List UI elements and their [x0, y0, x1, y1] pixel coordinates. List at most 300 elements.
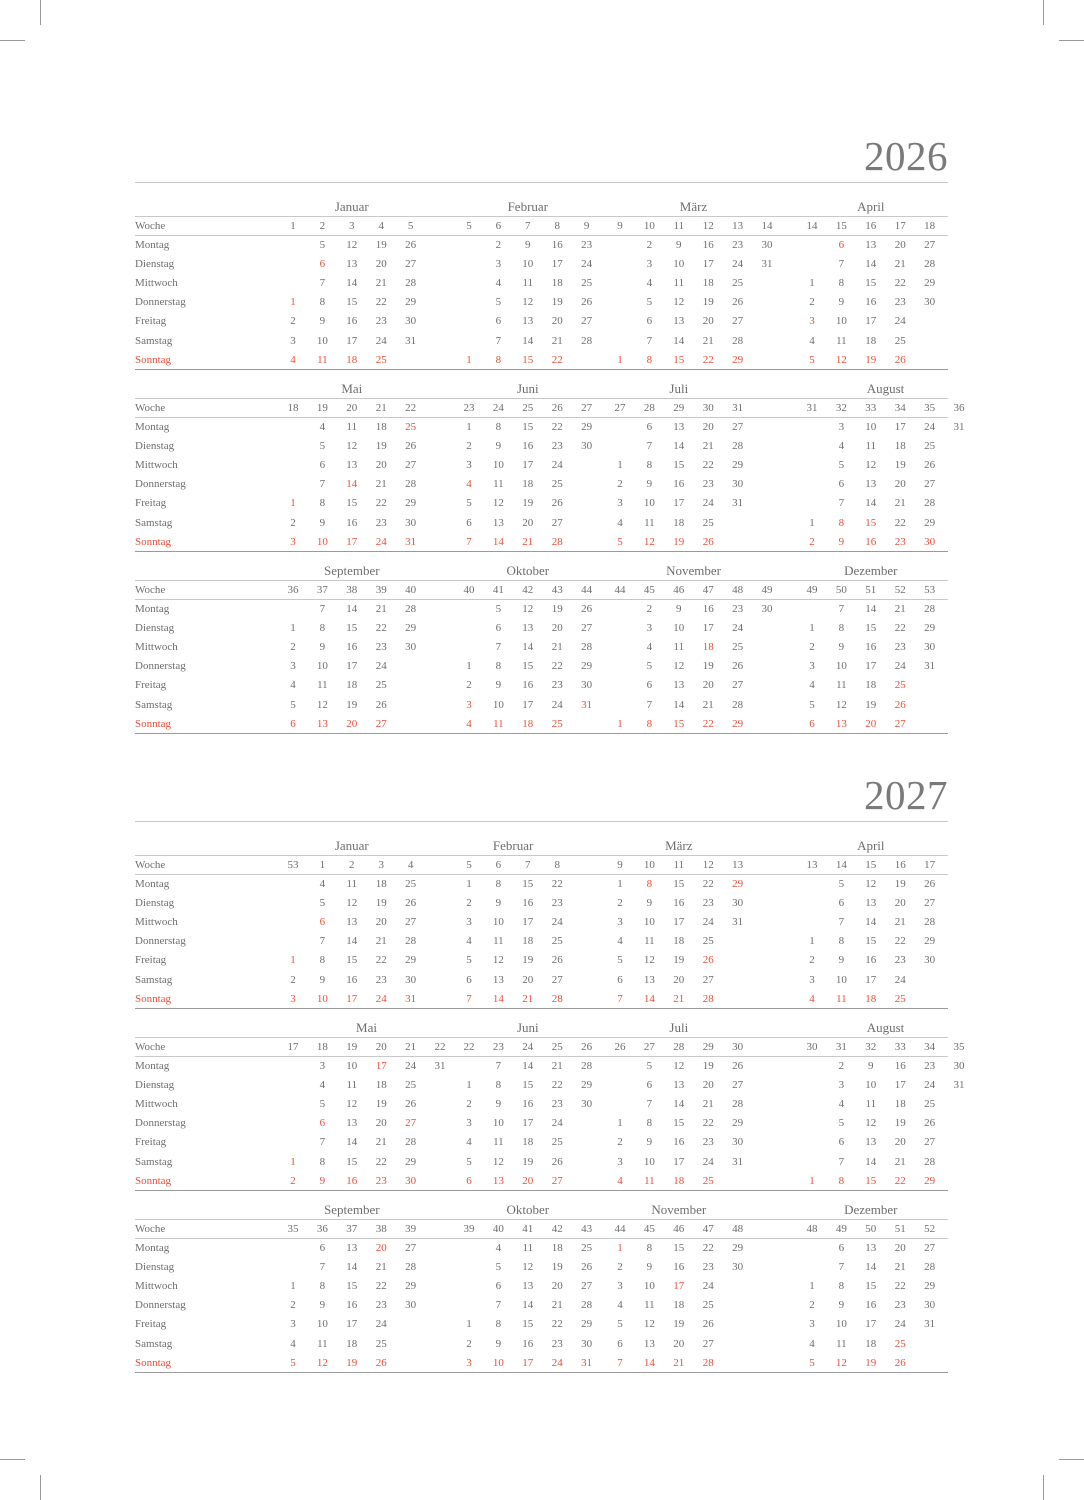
month-name: Januar [334, 199, 369, 214]
day-number: 2 [466, 440, 472, 453]
day-number-holiday: 12 [835, 353, 847, 366]
quarter-bottom-rule [135, 1190, 948, 1191]
day-number: 15 [522, 421, 534, 433]
day-number: 20 [702, 679, 714, 692]
day-number: 17 [346, 334, 358, 347]
day-number: 3 [617, 1155, 623, 1168]
week-number: 53 [924, 584, 936, 596]
day-number: 18 [894, 1098, 906, 1111]
day-number: 5 [466, 497, 472, 510]
week-number: 24 [492, 402, 504, 414]
week-number: 42 [522, 584, 534, 596]
day-number: 7 [646, 440, 653, 453]
day-number: 17 [346, 660, 358, 673]
day-number: 11 [836, 334, 847, 347]
day-number: 16 [522, 1337, 534, 1350]
day-number-holiday: 8 [646, 353, 653, 366]
day-number: 3 [495, 258, 502, 271]
day-number: 24 [702, 1155, 714, 1168]
week-number: 5 [407, 220, 414, 232]
day-number: 29 [732, 1117, 744, 1130]
day-number: 4 [466, 935, 472, 948]
day-number: 17 [702, 622, 714, 635]
day-number: 25 [702, 516, 714, 529]
day-number: 23 [702, 1261, 714, 1274]
week-number: 50 [835, 584, 847, 596]
day-number: 21 [894, 603, 906, 615]
row-label-mittwoch: Mittwoch [135, 1098, 178, 1111]
day-number: 4 [319, 1079, 326, 1092]
day-number: 16 [673, 897, 685, 910]
day-number: 7 [838, 1261, 845, 1274]
day-number: 16 [673, 1136, 685, 1149]
day-number: 25 [924, 1098, 936, 1111]
week-number: 41 [522, 1223, 534, 1235]
day-number: 17 [702, 258, 714, 271]
day-number-holiday: 1 [466, 353, 472, 366]
crop-mark-top-right-v [1043, 0, 1044, 25]
week-number: 36 [287, 584, 299, 596]
crop-mark-top-right-h [1059, 40, 1084, 41]
day-number: 9 [319, 315, 326, 328]
day-number-holiday: 19 [346, 1356, 358, 1369]
day-number: 22 [551, 660, 563, 673]
day-number: 21 [894, 1261, 906, 1274]
day-number-holiday: 5 [809, 1356, 815, 1369]
day-number: 1 [617, 459, 623, 472]
month-name: Dezember [844, 1202, 898, 1217]
day-number-holiday: 26 [702, 954, 714, 967]
day-number: 22 [702, 1117, 714, 1130]
day-number-holiday: 11 [644, 1174, 655, 1187]
day-number: 30 [924, 954, 936, 967]
day-number-holiday: 10 [316, 992, 328, 1005]
week-number: 39 [375, 584, 387, 596]
day-number-holiday: 26 [375, 1356, 387, 1369]
day-number: 28 [405, 1136, 417, 1149]
day-number-holiday: 1 [290, 1155, 296, 1168]
week-number: 17 [894, 220, 906, 232]
month-name: August [866, 381, 905, 396]
day-number: 7 [838, 497, 845, 510]
day-number-holiday: 15 [865, 516, 877, 529]
day-number: 30 [405, 1299, 417, 1312]
week-number: 46 [673, 584, 685, 596]
day-number-holiday: 5 [809, 353, 815, 366]
week-number: 31 [806, 402, 818, 414]
week-number: 23 [463, 402, 475, 414]
day-number: 20 [551, 315, 563, 328]
day-number: 9 [868, 1060, 874, 1072]
day-number: 17 [865, 660, 877, 673]
day-number: 4 [495, 1242, 502, 1254]
day-number-holiday: 19 [865, 1356, 877, 1369]
day-number-holiday: 1 [290, 954, 296, 967]
day-number: 11 [522, 1242, 534, 1254]
day-number: 10 [492, 459, 504, 472]
day-number: 26 [581, 296, 593, 309]
day-number: 31 [732, 1155, 744, 1168]
day-number-holiday: 15 [865, 1174, 877, 1187]
day-number: 22 [702, 1242, 714, 1254]
day-number: 3 [809, 973, 815, 986]
day-number: 9 [838, 296, 845, 309]
day-number-holiday: 1 [290, 497, 296, 510]
day-number-holiday: 7 [466, 535, 472, 548]
day-number: 2 [290, 641, 296, 654]
day-number: 23 [894, 1299, 906, 1312]
day-number: 3 [466, 459, 472, 472]
day-number: 29 [924, 935, 936, 948]
day-number-holiday: 31 [405, 992, 417, 1005]
day-number: 14 [673, 1098, 685, 1111]
day-number: 5 [646, 660, 653, 673]
week-number: 31 [732, 402, 744, 414]
day-number-holiday: 12 [316, 1356, 328, 1369]
day-number: 11 [673, 641, 685, 654]
day-number: 21 [894, 1155, 906, 1168]
quarter-bottom-rule [135, 551, 948, 552]
day-number: 20 [702, 1079, 714, 1092]
day-number: 18 [522, 478, 534, 491]
day-number-holiday: 6 [838, 239, 845, 251]
day-number: 2 [646, 239, 653, 251]
day-number: 15 [346, 622, 358, 635]
day-number-holiday: 1 [617, 717, 623, 730]
day-number: 9 [319, 516, 326, 529]
day-number-holiday: 7 [617, 992, 623, 1005]
day-number-holiday: 31 [405, 535, 417, 548]
day-number: 19 [346, 698, 358, 711]
day-number: 13 [492, 973, 504, 986]
day-number: 24 [894, 660, 906, 673]
day-number: 21 [702, 440, 714, 453]
day-number-holiday: 18 [346, 353, 358, 366]
day-number: 7 [495, 641, 502, 654]
day-number: 16 [522, 897, 534, 910]
day-number: 25 [375, 1337, 387, 1350]
day-number: 5 [495, 1261, 502, 1274]
day-number: 13 [865, 897, 877, 910]
day-number: 7 [838, 258, 845, 271]
day-number: 29 [732, 459, 744, 472]
day-number: 1 [290, 1280, 296, 1293]
day-number-holiday: 4 [617, 1174, 623, 1187]
day-number: 15 [346, 497, 358, 510]
day-number: 15 [865, 622, 877, 635]
day-number: 20 [375, 258, 387, 271]
day-number: 22 [375, 296, 387, 309]
week-number: 2 [319, 220, 326, 232]
quarter-3 [135, 1203, 948, 1387]
month-name: Dezember [844, 563, 898, 578]
day-number: 17 [894, 421, 906, 433]
day-number: 24 [551, 698, 563, 711]
day-number-holiday: 6 [290, 717, 296, 730]
day-number: 14 [346, 935, 358, 948]
day-number: 28 [924, 258, 936, 271]
week-row-rule [135, 235, 948, 236]
week-number: 4 [407, 859, 414, 871]
day-number: 22 [551, 1079, 563, 1092]
day-number: 19 [551, 296, 563, 309]
day-number: 28 [581, 334, 593, 347]
row-label-freitag: Freitag [135, 1318, 167, 1331]
day-number: 5 [646, 296, 653, 309]
crop-mark-top-left-v [40, 0, 41, 25]
day-number: 14 [673, 440, 685, 453]
day-number: 1 [290, 622, 296, 635]
row-label-dienstag: Dienstag [135, 258, 175, 271]
day-number-holiday: 6 [466, 1174, 472, 1187]
day-number: 27 [702, 973, 714, 986]
day-number-holiday: 25 [702, 1174, 714, 1187]
day-number-holiday: 29 [732, 717, 744, 730]
day-number: 28 [924, 916, 936, 929]
day-number: 26 [581, 1261, 593, 1274]
day-number: 16 [673, 1261, 685, 1274]
day-number: 5 [319, 239, 326, 251]
month-name: Juni [516, 1020, 539, 1035]
day-number: 4 [466, 1136, 472, 1149]
day-number: 20 [673, 1337, 685, 1350]
day-number: 18 [865, 679, 877, 692]
day-number: 2 [838, 1060, 845, 1072]
day-number: 29 [581, 421, 593, 433]
day-number-holiday: 15 [522, 353, 534, 366]
day-number: 8 [319, 1155, 326, 1168]
day-number: 16 [522, 679, 534, 692]
day-number-holiday: 26 [894, 353, 906, 366]
crop-mark-top-left-h [0, 40, 25, 41]
day-number: 13 [673, 315, 685, 328]
day-number: 25 [702, 1299, 714, 1312]
day-number-holiday: 15 [673, 717, 685, 730]
row-label-mittwoch: Mittwoch [135, 459, 178, 472]
day-number-holiday: 14 [643, 992, 655, 1005]
row-label-sonntag: Sonntag [135, 353, 172, 366]
day-number: 12 [522, 296, 534, 309]
week-number: 45 [643, 584, 655, 596]
week-number: 46 [673, 1223, 685, 1235]
month-name: Juli [669, 381, 689, 396]
day-number: 26 [924, 1117, 936, 1130]
day-number-holiday: 4 [290, 353, 296, 366]
day-number-holiday: 25 [405, 421, 417, 433]
quarter-3 [135, 564, 948, 748]
day-number: 10 [316, 1318, 328, 1331]
crop-mark-bottom-right-h [1059, 1459, 1084, 1460]
day-number: 21 [702, 698, 714, 711]
day-number: 26 [924, 878, 936, 890]
day-number: 8 [319, 296, 326, 309]
day-number: 13 [673, 679, 685, 692]
day-number: 20 [894, 1136, 906, 1149]
day-number: 23 [702, 1136, 714, 1149]
day-number: 10 [522, 258, 534, 271]
day-number: 26 [732, 1060, 744, 1072]
day-number: 4 [838, 1098, 845, 1111]
week-number: 38 [346, 584, 358, 596]
day-number: 8 [646, 459, 653, 472]
day-number: 6 [617, 1337, 623, 1350]
day-number-holiday: 28 [551, 535, 563, 548]
day-number: 8 [495, 878, 502, 890]
row-label-sonntag: Sonntag [135, 535, 172, 548]
day-number: 17 [673, 1155, 685, 1168]
day-number: 2 [617, 1136, 623, 1149]
day-number: 28 [581, 641, 593, 654]
row-label-donnerstag: Donnerstag [135, 478, 186, 491]
day-number: 26 [405, 1098, 417, 1111]
day-number: 1 [617, 878, 623, 890]
day-number-holiday: 14 [643, 1356, 655, 1369]
day-number: 2 [809, 641, 815, 654]
week-number: 23 [492, 1041, 504, 1053]
day-number: 4 [617, 516, 623, 529]
day-number-holiday: 24 [375, 992, 387, 1005]
row-label-donnerstag: Donnerstag [135, 660, 186, 673]
row-label-dienstag: Dienstag [135, 897, 175, 910]
day-number: 27 [732, 421, 744, 433]
day-number: 2 [290, 516, 296, 529]
day-number: 21 [551, 334, 563, 347]
day-number-holiday: 27 [894, 717, 906, 730]
row-label-samstag: Samstag [135, 1337, 173, 1350]
day-number: 20 [375, 459, 387, 472]
day-number: 4 [319, 421, 326, 433]
week-number: 30 [732, 1041, 744, 1053]
week-number: 35 [287, 1223, 299, 1235]
day-number: 16 [673, 478, 685, 491]
day-number: 20 [375, 916, 387, 929]
day-number: 22 [894, 277, 906, 290]
day-number: 31 [405, 334, 417, 347]
day-number: 5 [319, 440, 326, 453]
day-number: 28 [405, 277, 417, 290]
month-name: März [679, 199, 708, 214]
week-number: 1 [319, 859, 326, 871]
month-name: September [324, 563, 380, 578]
day-number: 14 [865, 1155, 877, 1168]
day-number: 12 [492, 1155, 504, 1168]
day-number-holiday: 20 [375, 1242, 387, 1254]
day-number: 13 [865, 1242, 877, 1254]
day-number: 27 [702, 1337, 714, 1350]
day-number-holiday: 22 [551, 353, 563, 366]
row-label-sonntag: Sonntag [135, 992, 172, 1005]
day-number: 29 [405, 954, 417, 967]
day-number: 18 [375, 878, 387, 890]
week-number: 17 [287, 1041, 299, 1053]
day-number: 27 [924, 897, 936, 910]
day-number: 25 [551, 478, 563, 491]
day-number: 23 [894, 954, 906, 967]
day-number: 25 [375, 679, 387, 692]
week-number: 3 [349, 220, 355, 232]
day-number: 13 [346, 459, 358, 472]
day-number: 19 [894, 1117, 906, 1130]
day-number: 14 [346, 1261, 358, 1274]
day-number: 23 [375, 315, 387, 328]
day-number: 9 [495, 679, 502, 692]
day-number: 24 [924, 421, 936, 433]
week-number: 5 [466, 220, 472, 232]
week-row-rule [135, 1238, 948, 1239]
day-number: 24 [894, 315, 906, 328]
week-number: 40 [463, 584, 475, 596]
week-number: 53 [287, 859, 299, 871]
day-number: 9 [495, 1098, 502, 1111]
day-number: 14 [865, 916, 877, 929]
day-number: 17 [673, 497, 685, 510]
day-number: 13 [346, 1242, 358, 1254]
row-label-samstag: Samstag [135, 698, 173, 711]
day-number: 24 [375, 1318, 387, 1331]
month-name: Juni [516, 381, 539, 396]
day-number: 9 [838, 954, 845, 967]
day-number: 16 [346, 315, 358, 328]
day-number-holiday: 21 [673, 992, 685, 1005]
day-number-holiday: 17 [673, 1280, 685, 1293]
row-label-sonntag: Sonntag [135, 1356, 172, 1369]
day-number-holiday: 31 [581, 1356, 593, 1369]
day-number: 22 [375, 497, 387, 510]
day-number: 21 [551, 1299, 563, 1312]
day-number: 10 [492, 1117, 504, 1130]
day-number-holiday: 13 [316, 717, 328, 730]
week-number: 6 [495, 220, 502, 232]
day-number: 16 [346, 973, 358, 986]
day-number: 28 [405, 935, 417, 948]
day-number: 2 [466, 897, 472, 910]
day-number: 21 [375, 1136, 387, 1149]
week-number: 19 [316, 402, 328, 414]
day-number: 5 [838, 878, 845, 890]
day-number: 10 [643, 497, 655, 510]
day-number-holiday: 8 [495, 353, 502, 366]
day-number-holiday: 21 [522, 535, 534, 548]
day-number: 19 [522, 1155, 534, 1168]
day-number: 13 [643, 973, 655, 986]
month-name: September [324, 1202, 380, 1217]
day-number: 13 [865, 239, 877, 251]
day-number: 18 [346, 679, 358, 692]
day-number: 6 [838, 897, 845, 910]
day-number: 19 [673, 954, 685, 967]
row-label-freitag: Freitag [135, 1136, 167, 1149]
day-number: 15 [346, 1280, 358, 1293]
day-number: 6 [838, 1242, 845, 1254]
day-number: 9 [646, 897, 653, 910]
day-number: 5 [646, 1060, 653, 1072]
week-number: 13 [806, 859, 818, 871]
week-number: 8 [554, 220, 560, 232]
day-number: 1 [617, 1117, 623, 1130]
row-label-dienstag: Dienstag [135, 1079, 175, 1092]
day-number: 13 [346, 258, 358, 271]
day-number: 18 [522, 935, 534, 948]
week-number: 9 [617, 220, 623, 232]
day-number: 13 [346, 916, 358, 929]
week-number: 22 [434, 1041, 446, 1053]
week-number: 11 [673, 220, 685, 232]
day-number: 28 [732, 1098, 744, 1111]
day-number: 24 [702, 497, 714, 510]
day-number-holiday: 25 [894, 992, 906, 1005]
day-number-holiday: 3 [466, 1356, 472, 1369]
week-number: 14 [835, 859, 847, 871]
